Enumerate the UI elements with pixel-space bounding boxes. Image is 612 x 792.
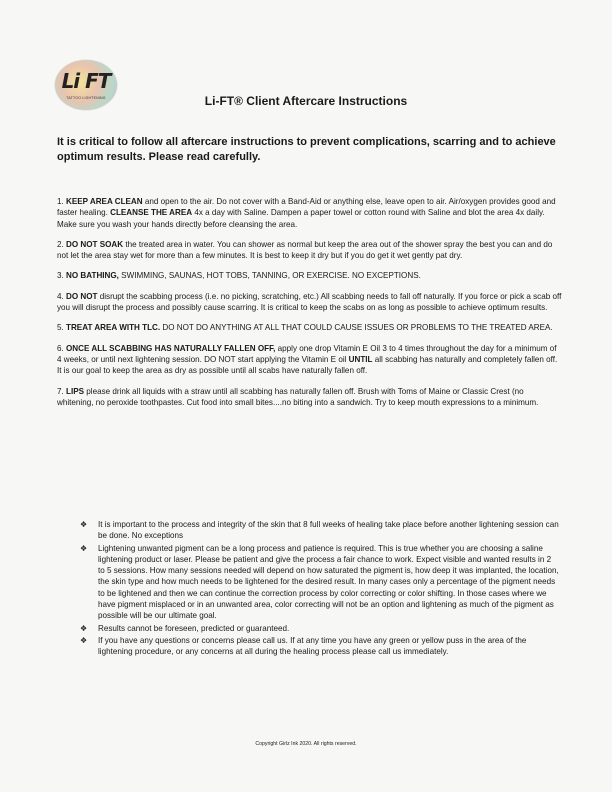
notes-list (80, 519, 560, 659)
intro-paragraph: It is critical to follow all aftercare instructions to prevent complications, scarring and to achieve optimum results. Please read carefully. (57, 136, 556, 163)
list-item: ❖ Lightening unwanted pigment can be a long process and patience is required. This is true whether you are choosing a saline lightening product or laser. Please be patient and give the process a fair chance to work. Expect visible and wanted results in 2 to 5 sessions. How many sessions needed will depend on how saturated the pigment is, how deep it was implanted, the location, the skin type and how much needs to be lightened for the desired result. In many cases only a percentage of the pigment needs to be lightened and then we can continue the correction process by color correcting or color shifting. In those cases where we have pigment misplaced or in an unwanted area, color correcting will not be an option and lightening as much of the pigment as possible will be our ultimate goal. (80, 543, 559, 621)
list-item: ❖ It is important to the process and integrity of the skin that 8 full weeks of healing take place before another lightening session can be done. No exceptions (80, 520, 559, 541)
diamond-bullet-icon: ❖ (80, 543, 88, 553)
instruction-item-2: 2. DO NOT SOAK the treated area in water. You can shower as normal but keep the area out of the shower spray the best you can and do not let the area stay wet for more than a few minutes. It is best to keep it dry but if you do get it wet gently pat dry. (57, 239, 553, 261)
diamond-bullet-icon: ❖ (80, 623, 88, 633)
list-item: ❖ If you have any questions or concerns please call us. If at any time you have any green or yellow puss in the area of the lightening procedure, or any concerns at all during the healing process please call us immediately. (80, 635, 527, 657)
copyright-footer: Copyright Girlz Ink 2020. All rights reserved. (255, 741, 357, 747)
logo-subtext: TATTOO LIGHTENING (66, 96, 106, 100)
diamond-bullet-icon: ❖ (80, 635, 88, 645)
instruction-item-5: 5. TREAT AREA WITH TLC. DO NOT DO ANYTHING AT ALL THAT COULD CAUSE ISSUES OR PROBLEMS TO THE TREATED AREA. (57, 323, 553, 333)
instruction-item-6: 6. ONCE ALL SCABBING HAS NATURALLY FALLEN OFF, apply one drop Vitamin E Oil 3 to 4 times throughout the day for a minimum of 4 weeks, or until next lightening session. DO NOT start applying the Vitamin E oil UNTIL all scabbing has naturally and completely fallen off. It is our goal to keep the area as dry as possible until all scabs have naturally fallen off. (57, 343, 558, 376)
instruction-item-1: 1. KEEP AREA CLEAN and open to the air. Do not cover with a Band-Aid or anything else, leave open to air. Air/oxygen provides good and faster healing. CLEANSE THE AREA 4x a day with Saline. Dampen a paper towel or cotton round with Saline and blot the area 4x daily. Make sure you wash your hands directly before cleansing the area. (57, 197, 556, 229)
instruction-item-3: 3. NO BATHING, SWIMMING, SAUNAS, HOT TOBS, TANNING, OR EXERCISE. NO EXCEPTIONS. (57, 271, 421, 281)
logo-text: Li FT (61, 69, 111, 93)
instruction-item-7: 7. LIPS please drink all liquids with a straw until all scabbing has naturally fallen off. Brush with Toms of Maine or Classic Crest (no whitening, no peroxide toothpastes. Cut food into small bites....no biting into a sandwich. Try to keep mouth expressions to a minimum. (57, 386, 539, 407)
diamond-bullet-icon: ❖ (80, 520, 88, 529)
instruction-list (57, 196, 562, 417)
instruction-item-4: 4. DO NOT disrupt the scabbing process (i.e. no picking, scratching, etc.) All scabbing needs to fall off naturally. If you force or pick a scab off you will disrupt the process and possibly cause scarring. It is critical to keep the scabs on as long as possible to achieve optimum results. (57, 291, 562, 313)
list-item: ❖ Results cannot be foreseen, predicted or guaranteed. (80, 623, 290, 633)
page-title: Li-FT® Client Aftercare Instructions (204, 94, 408, 108)
